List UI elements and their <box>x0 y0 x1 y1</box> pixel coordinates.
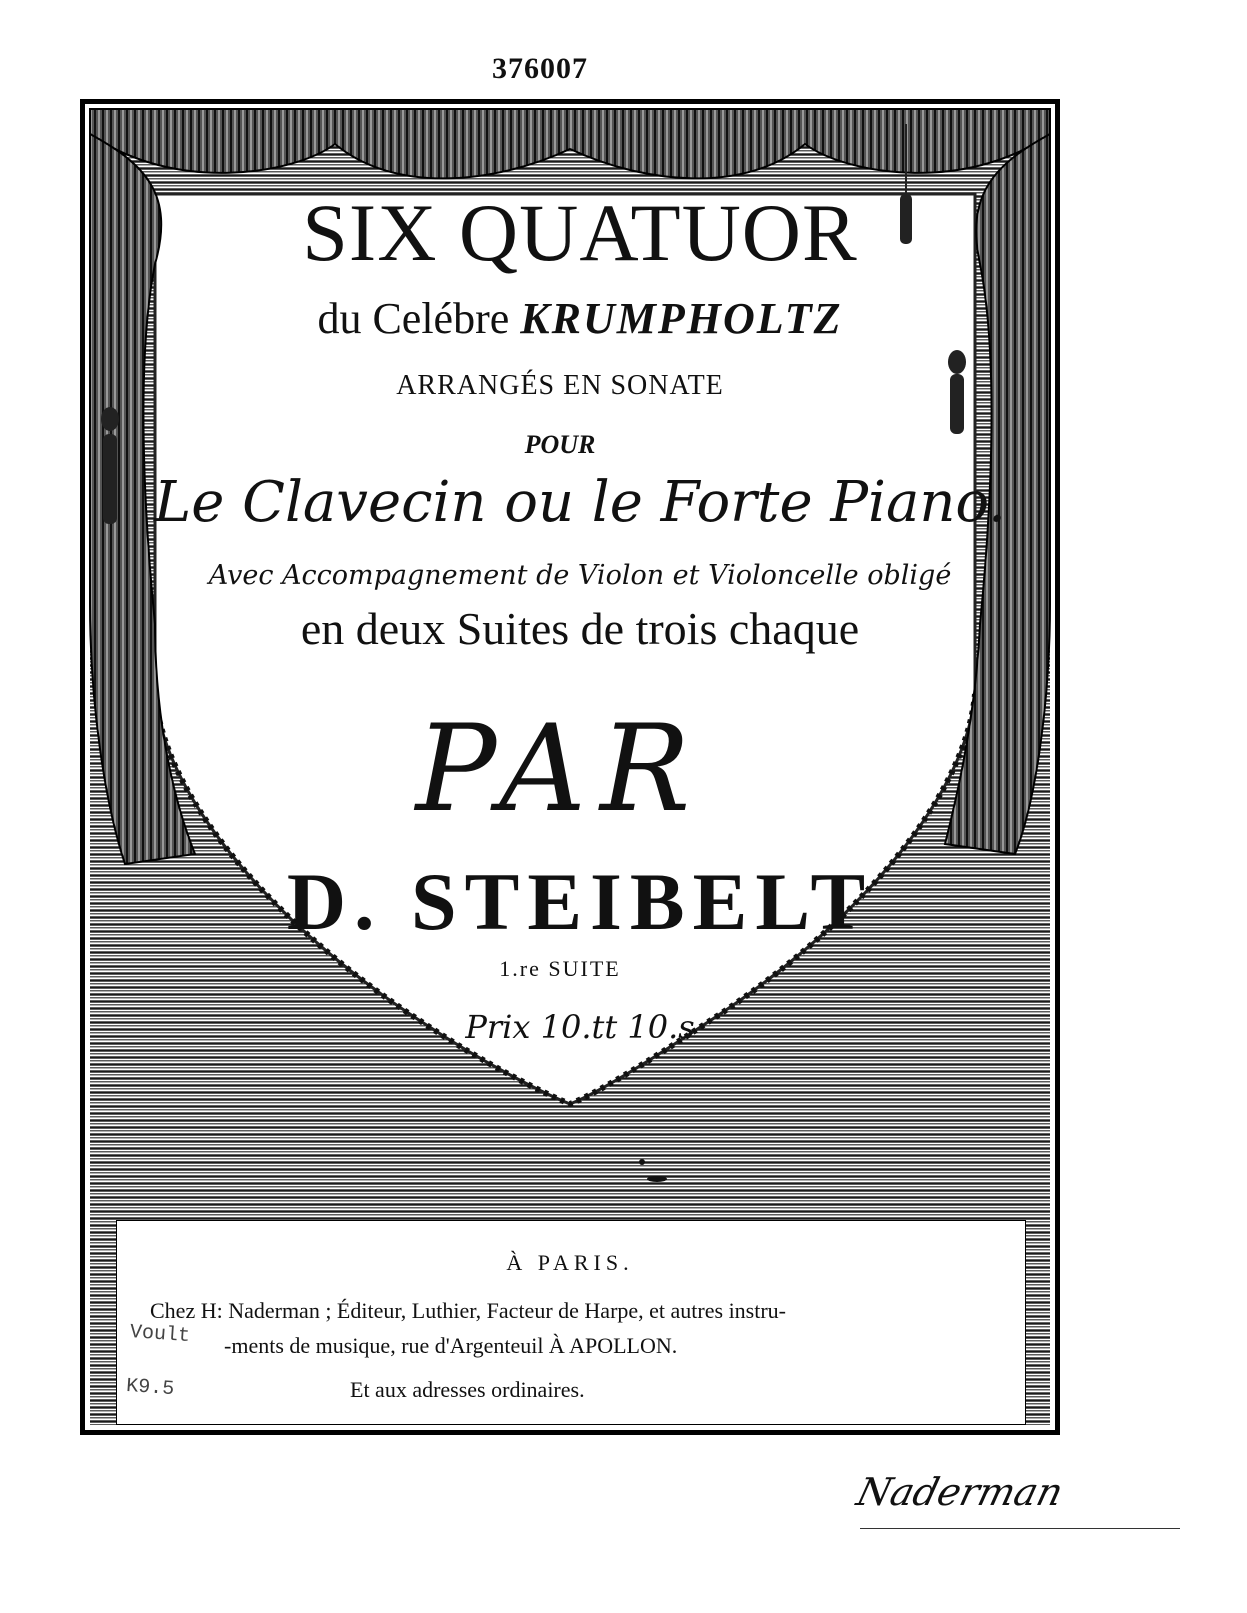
par-line: PAR <box>415 700 705 839</box>
work-title: SIX QUATUOR <box>302 187 858 278</box>
publisher-signature: Naderman <box>852 1470 1068 1514</box>
imprint-city: À PARIS. <box>506 1250 634 1275</box>
subtitle-name: KRUMPHOLTZ <box>520 294 843 343</box>
price: Prix 10.tt 10.s <box>465 1008 695 1046</box>
suite-number: 1.re SUITE <box>499 956 621 981</box>
instrument-line: Le Clavecin ou le Forte Piano. <box>154 470 1006 535</box>
marginal-note <box>125 1320 190 1404</box>
imprint-line-3: Et aux adresses ordinaires. <box>350 1377 585 1402</box>
suites-line: en deux Suites de trois chaque <box>300 603 860 654</box>
accompaniment-line: Avec Accompagnement de Violon et Violoncelle obligé <box>208 560 952 591</box>
composer-name: D. STEIBELT <box>286 856 874 947</box>
pour-line: POUR <box>524 430 596 459</box>
signature-underline <box>860 1528 1180 1529</box>
marginal-note-line: K9.5 <box>125 1374 175 1402</box>
subtitle-prefix: du Celébre <box>317 294 510 343</box>
subtitle <box>80 293 1080 344</box>
shelfmark-number: 376007 <box>492 52 588 85</box>
imprint-line-2: -ments de musique, rue d'Argenteuil À APOLLON. <box>224 1333 678 1358</box>
imprint-line-1: Chez H: Naderman ; Éditeur, Luthier, Facteur de Harpe, et autres instru- <box>150 1298 787 1323</box>
arranged-line: ARRANGÉS EN SONATE <box>396 370 724 401</box>
marginal-note-line: Voult <box>129 1321 191 1349</box>
